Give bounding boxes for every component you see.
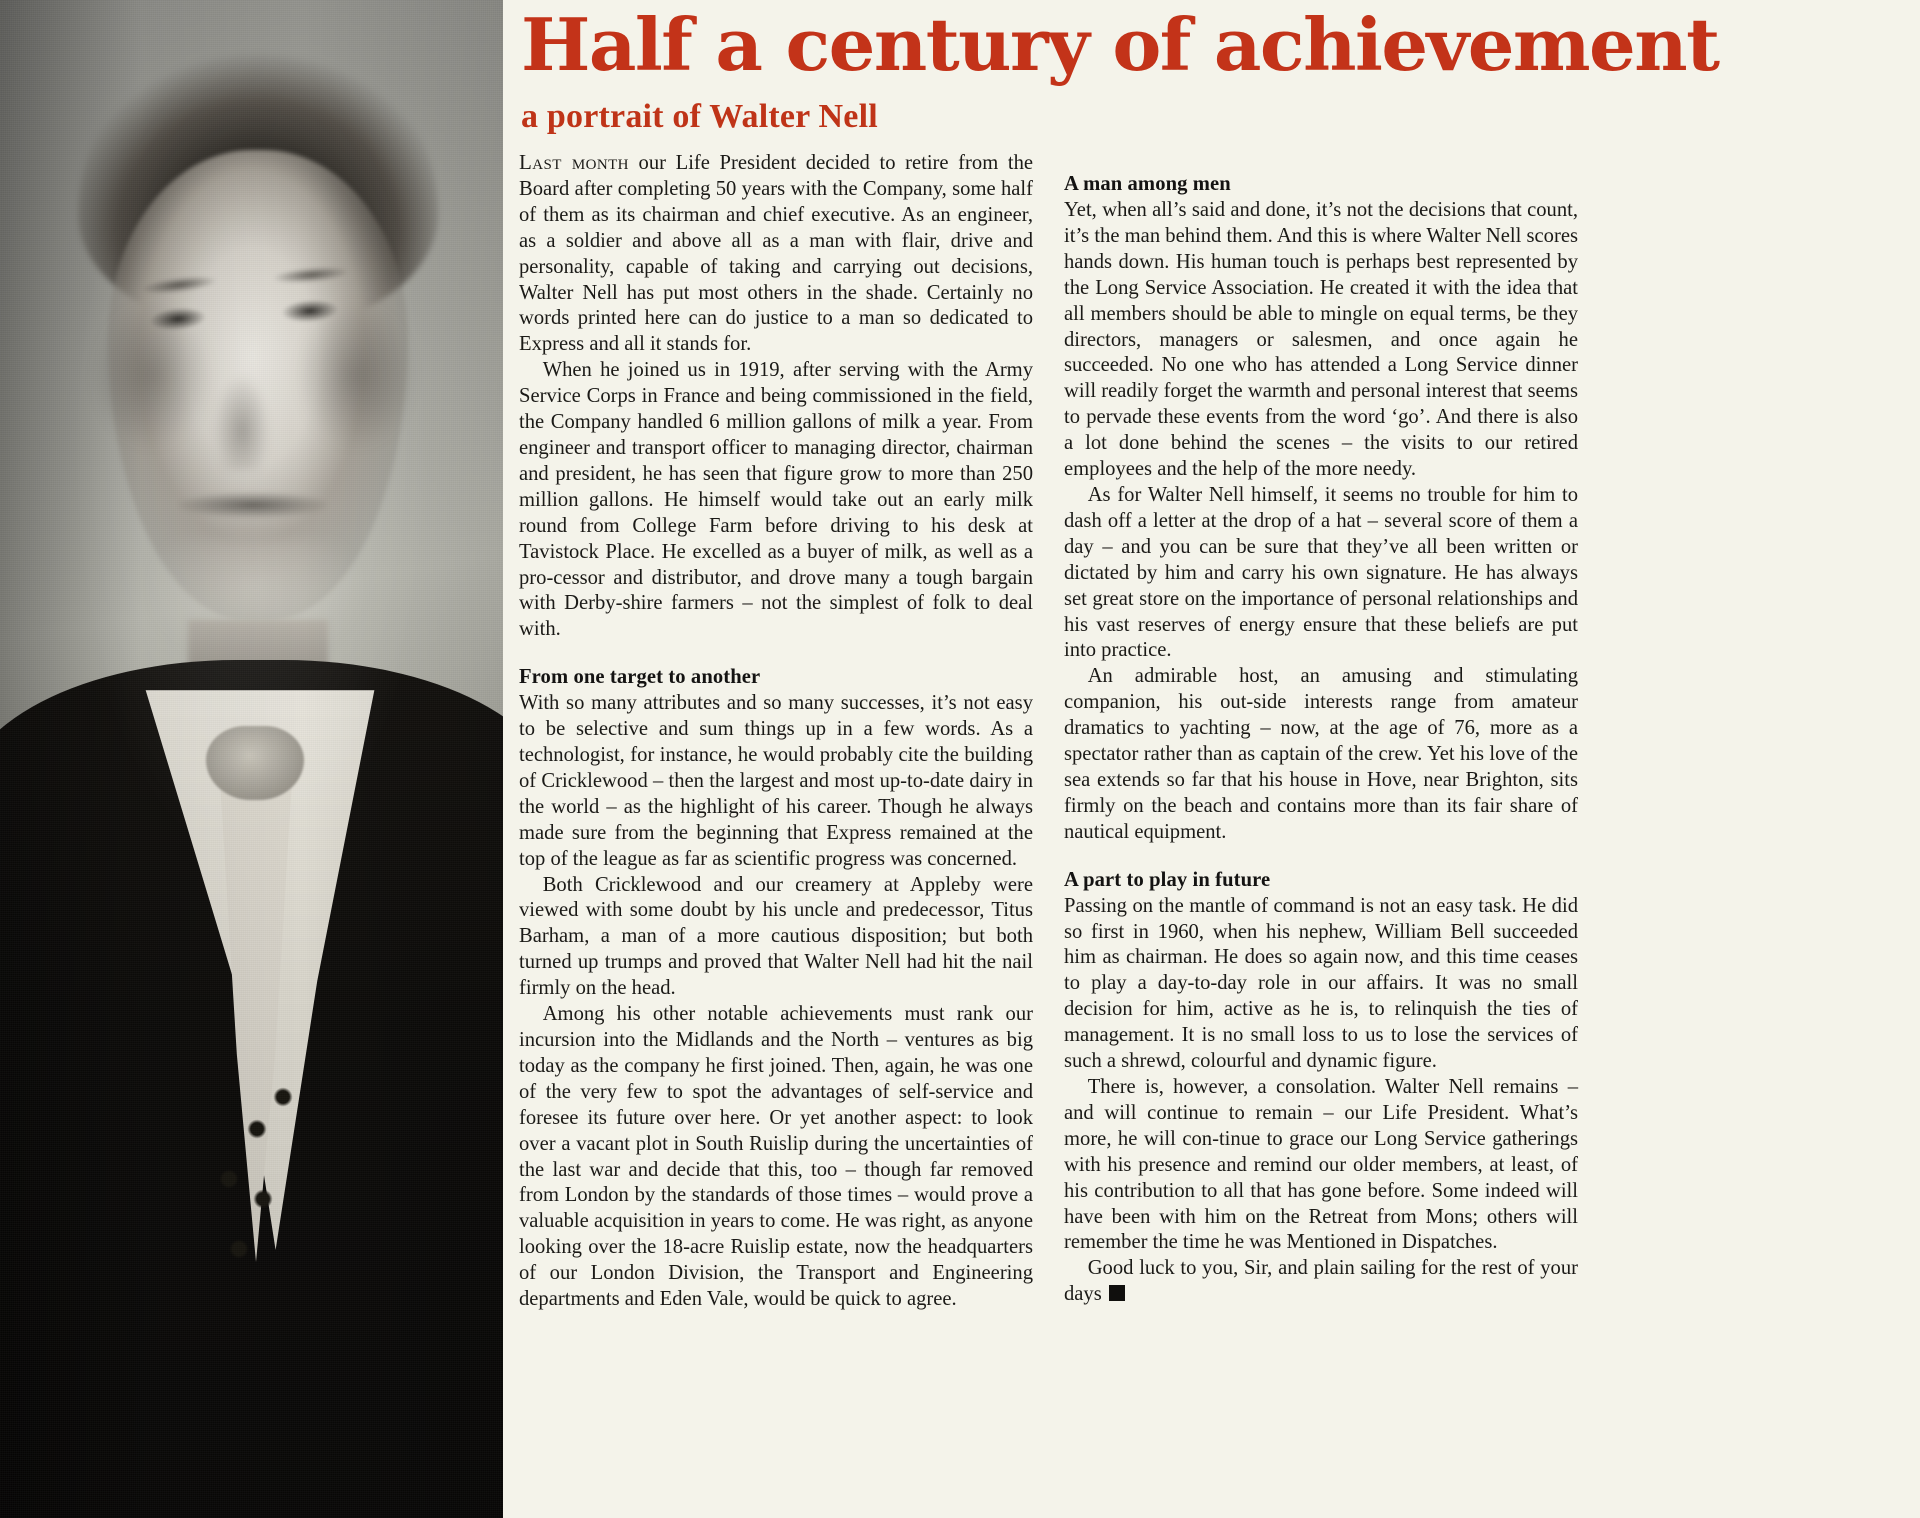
- body-paragraph: [1064, 894, 1578, 1075]
- paragraph-text: When he joined us in 1919, after serving with the Army Service Corps in France and being commissioned in the field, the Company handled 6 million gallons of milk a year. From engineer and transport officer to managing director, chairman and president, he has seen that figure grow to more than 250 million gallons. He himself would take out an early milk round from College Farm before driving to his desk at Tavistock Place. He excelled as a buyer of milk, as well as a pro‑cessor and distributor, and drove many a tough bargain with Derby‑shire farmers – not the simplest of folk to deal with.: [519, 359, 1033, 641]
- body-paragraph: [1064, 1256, 1578, 1308]
- paragraph-text: An admirable host, an amusing and stimulating companion, his out‑side interests range from amateur dramatics to yachting – now, at the age of 76, more as a spectator rather than as captain of the crew. Yet his love of the sea extends so far that his house in Hove, near Brighton, sits firmly on the beach and contains more than its fair share of nautical equipment.: [1064, 665, 1578, 843]
- body-paragraph: [519, 150, 1033, 358]
- paragraph-text: Good luck to you, Sir, and plain sailing for the rest of your days: [1064, 1257, 1578, 1306]
- article-column-2: [1064, 150, 1578, 1313]
- article-headline: Half a century of achievement: [521, 2, 1719, 87]
- article-body: [503, 0, 1920, 1518]
- paragraph-text: Yet, when all’s said and done, it’s not the decisions that count, it’s the man behind them. And this is where Walter Nell scores hands down. His human touch is perhaps best represented by the Long Service Association. He created it with the idea that all members should be able to mingle on equal terms, be they directors, managers or salesmen, and once again he succeeded. No one who has attended a Long Service dinner will readily forget the warmth and personal interest that seems to pervade these events from the word ‘go’. And there is also a lot done behind the scenes – the visits to our retired employees and the help of the more needy.: [1064, 199, 1578, 481]
- article-column-1: [519, 150, 1033, 1313]
- body-paragraph: [1064, 483, 1578, 664]
- body-paragraph: [519, 873, 1033, 1003]
- body-paragraph: [519, 1002, 1033, 1313]
- body-paragraph: [1064, 1075, 1578, 1256]
- paragraph-text: Both Cricklewood and our creamery at Appleby were viewed with some doubt by his uncle and predecessor, Titus Barham, a man of a more cautious disposition; but both turned up trumps and proved that Walter Nell had hit the nail firmly on the head.: [519, 873, 1033, 1000]
- paragraph-text: As for Walter Nell himself, it seems no trouble for him to dash off a letter at the drop of a hat – several score of them a day – and you can be sure that they’ve all been written or dictated by him and carry his own signature. He has always set great store on the importance of personal relationships and his vast reserves of energy ensure that these beliefs are put into practice.: [1064, 483, 1578, 662]
- body-paragraph: [1064, 198, 1578, 483]
- section-heading: A part to play in future: [1064, 868, 1271, 891]
- body-paragraph: [1064, 664, 1578, 845]
- paragraph-text: With so many attributes and so many successes, it’s not easy to be selective and sum things up in a few words. As a technologist, for instance, he would probably cite the building of Cricklewood – then the largest and most up‑to‑date dairy in the world – as the highlight of his career. Though he always made sure from the beginning that Express remained at the top of the league as far as scientific progress was concerned.: [519, 692, 1033, 870]
- article-subtitle: a portrait of Walter Nell: [521, 98, 878, 135]
- portrait-photo: [0, 0, 503, 1518]
- section-heading: A man among men: [1064, 173, 1231, 195]
- paragraph-text: Among his other notable achievements must rank our incursion into the Midlands and the North – ventures as big today as the company he first joined. Then, again, he was one of the very few to spot the advantages of self‑service and foresee its future over here. Or yet another aspect: to look over a vacant plot in South Ruislip during the uncertainties of the last war and decide that this, too – though far removed from London by the standards of those times – would prove a valuable acquisition in years to come. He was right, as anyone looking over the 18‑acre Ruislip estate, now the headquarters of our London Division, the Transport and Engineering departments and Eden Vale, would be quick to agree.: [519, 1003, 1033, 1311]
- paragraph-text: Passing on the mantle of command is not an easy task. He did so first in 1960, when his nephew, William Bell succeeded him as chairman. He does so again now, and this time ceases to play a day‑to‑day role in our affairs. It was no small decision for him, active as he is, to relinquish the ties of management. It is no small loss to us to lose the services of such a shrewd, colourful and dynamic figure.: [1064, 894, 1578, 1073]
- lead-small-caps: Last month: [519, 150, 629, 174]
- end-of-article-marker: [1109, 1285, 1125, 1301]
- article-columns: [519, 150, 1897, 1313]
- body-paragraph: [519, 358, 1033, 643]
- body-paragraph: [519, 691, 1033, 872]
- paragraph-text: our Life President decided to retire from the Board after completing 50 years with the Company, some half of them as its chairman and chief executive. As an engineer, as a soldier and above all as a man with flair, drive and personality, capable of taking and carrying out decisions, Walter Nell has put most others in the shade. Certainly no words printed here can do justice to a man so dedicated to Express and all it stands for.: [519, 152, 1034, 356]
- section-heading: From one target to another: [519, 666, 761, 689]
- paragraph-text: There is, however, a consolation. Walter Nell remains – and will continue to remain – our Life President. What’s more, he will con‑tinue to grace our Long Service gatherings with his presence and remind our older members, at least, of his contribution to all that has gone before. Some indeed will have been with him on the Retreat from Mons; others will remember the time he was Mentioned in Dispatches.: [1064, 1076, 1578, 1254]
- portrait-vignette: [0, 0, 503, 1518]
